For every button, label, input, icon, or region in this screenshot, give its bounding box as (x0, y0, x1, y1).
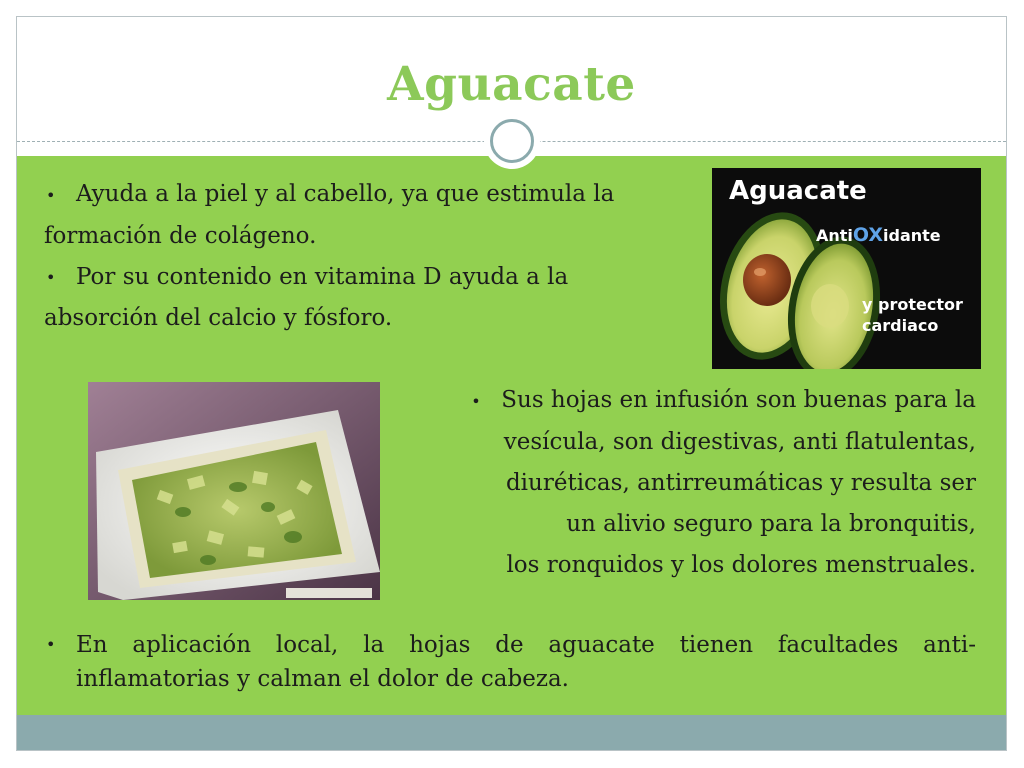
slide-title: Aguacate (387, 57, 636, 112)
bullet-item-3-line-2: vesícula, son digestivas, anti flatulentas, (503, 428, 976, 455)
bullet-item-2-cont: absorción del calcio y fósforo. (44, 305, 393, 331)
anti-prefix: Anti (816, 226, 853, 245)
divider-circle-ring (490, 119, 534, 163)
bullet-icon: • (46, 635, 56, 654)
bullet-icon: • (46, 268, 56, 287)
bullet-block-top (44, 174, 684, 339)
bullet-item-2 (44, 257, 684, 299)
bullet-text: Sus hojas en infusión son buenas para la (501, 387, 976, 413)
anti-suffix: idante (883, 226, 941, 245)
bullet-item-1-cont: formación de colágeno. (44, 222, 317, 249)
bullet-item-4 (44, 628, 976, 662)
bullet-icon: • (46, 185, 56, 205)
bullet-item-3 (420, 380, 976, 422)
bullet-text: Por su contenido en vitamina D ayuda a la (76, 263, 569, 290)
poster-line-1: y protector (862, 295, 963, 314)
bullet-text: En aplicación local, la hojas de aguacate tienen facultades anti- (76, 632, 976, 658)
footer-bar (17, 715, 1006, 750)
bullet-item-1 (44, 174, 684, 216)
bullet-text: Ayuda a la piel y al cabello, ya que estimula la (76, 181, 615, 207)
bullet-item-4-cont: inflamatorias y calman el dolor de cabeza. (76, 666, 569, 692)
bullet-item-3-line-4: un alivio seguro para la bronquitis, (566, 510, 976, 537)
bullet-item-3-line-5: los ronquidos y los dolores menstruales. (506, 551, 976, 578)
divider-circle-icon (484, 113, 540, 169)
poster-antioxidante (816, 224, 941, 246)
bullet-block-middle (420, 380, 976, 586)
bullet-item-3-line-3: diuréticas, antirreumáticas y resulta ser (505, 469, 976, 496)
bullet-icon: • (471, 391, 481, 411)
avocado-poster-image (712, 168, 981, 369)
anti-ox: OX (852, 224, 884, 246)
avocado-salad-photo-icon (88, 382, 380, 600)
bullet-block-bottom (44, 628, 976, 696)
avocado-dish-photo (88, 382, 380, 600)
poster-line-2: cardiaco (862, 316, 939, 335)
poster-title: Aguacate (729, 176, 867, 206)
poster-protector (862, 294, 963, 336)
